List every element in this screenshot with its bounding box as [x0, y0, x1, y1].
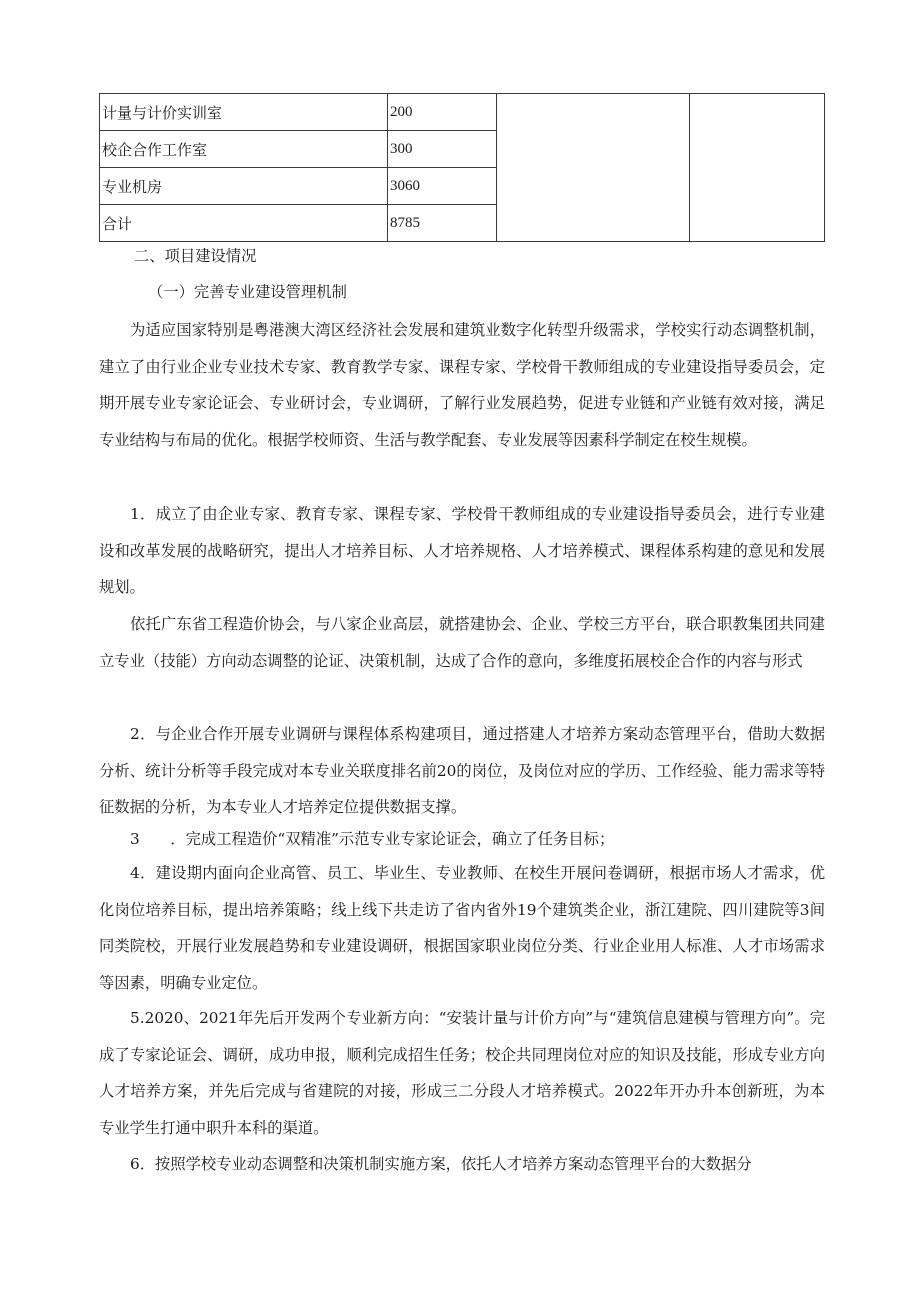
body-paragraph: 6．按照学校专业动态调整和决策机制实施方案，依托人才培养方案动态管理平台的大数据分	[130, 1155, 752, 1173]
table-cell-name: 专业机房	[100, 168, 388, 205]
table-cell-name: 校企合作工作室	[100, 131, 388, 168]
body-paragraph: 5.2020、2021年先后开发两个专业新方向：“安装计量与计价方向”与“建筑信息建模与管理方向”。完成了专家论证会、调研，成功申报，顺利完成招生任务；校企共同理岗位对应的知识及技能，形成专业方向人才培养方案，并先后完成与省建院的对接，形成三二分段人才培养模式。2022年开办升本创新班，为本专业学生打通中职升本科的渠道。	[99, 1009, 825, 1137]
body-paragraph: 4．建设期内面向企业高管、员工、毕业生、专业教师、在校生开展问卷调研，根据市场人才需求，优化岗位培养目标，提出培养策略；线上线下共走访了省内省外19个建筑类企业，浙江建院、四川建院等3间同类院校，开展行业发展趋势和专业建设调研，根据国家职业岗位分类、行业企业用人标准、人才市场需求等因素，明确专业定位。	[99, 864, 825, 992]
table-cell-value: 200	[388, 94, 497, 131]
section-heading: 二、项目建设情况	[134, 247, 257, 265]
table-cell-empty	[690, 94, 825, 242]
body-paragraph: 2．与企业合作开展专业调研与课程体系构建项目，通过搭建人才培养方案动态管理平台，借助大数据分析、统计分析等手段完成对本专业关联度排名前20的岗位，及岗位对应的学历、工作经验、能力需求等特征数据的分析，为本专业人才培养定位提供数据支撑。	[99, 725, 825, 817]
body-paragraph: 依托广东省工程造价协会，与八家企业高层，就搭建协会、企业、学校三方平台，联合职教集团共同建立专业（技能）方向动态调整的论证、决策机制，达成了合作的意向，多维度拓展校企合作的内容与形式	[99, 615, 825, 670]
subsection-heading: （一）完善专业建设管理机制	[148, 283, 347, 301]
table-cell-value: 300	[388, 131, 497, 168]
table-row	[100, 94, 825, 131]
table-cell-value: 8785	[388, 205, 497, 242]
table-cell-name: 计量与计价实训室	[100, 94, 388, 131]
table-cell-empty	[497, 94, 690, 242]
budget-table	[99, 93, 825, 242]
body-paragraph: 为适应国家特别是粤港澳大湾区经济社会发展和建筑业数字化转型升级需求，学校实行动态调整机制，建立了由行业企业专业技术专家、教育教学专家、课程专家、学校骨干教师组成的专业建设指导委员会，定期开展专业专家论证会、专业研讨会，专业调研，了解行业发展趋势，促进专业链和产业链有效对接，满足专业结构与布局的优化。根据学校师资、生活与教学配套、专业发展等因素科学制定在校生规模。	[99, 321, 825, 449]
table-cell-value: 3060	[388, 168, 497, 205]
table-cell-name: 合计	[100, 205, 388, 242]
body-paragraph: 1．成立了由企业专家、教育专家、课程专家、学校骨干教师组成的专业建设指导委员会，进行专业建设和改革发展的战略研究，提出人才培养目标、人才培养规格、人才培养模式、课程体系构建的意见和发展规划。	[99, 505, 825, 597]
body-paragraph: 3 ．完成工程造价“双精准”示范专业专家论证会，确立了任务目标；	[130, 830, 615, 848]
